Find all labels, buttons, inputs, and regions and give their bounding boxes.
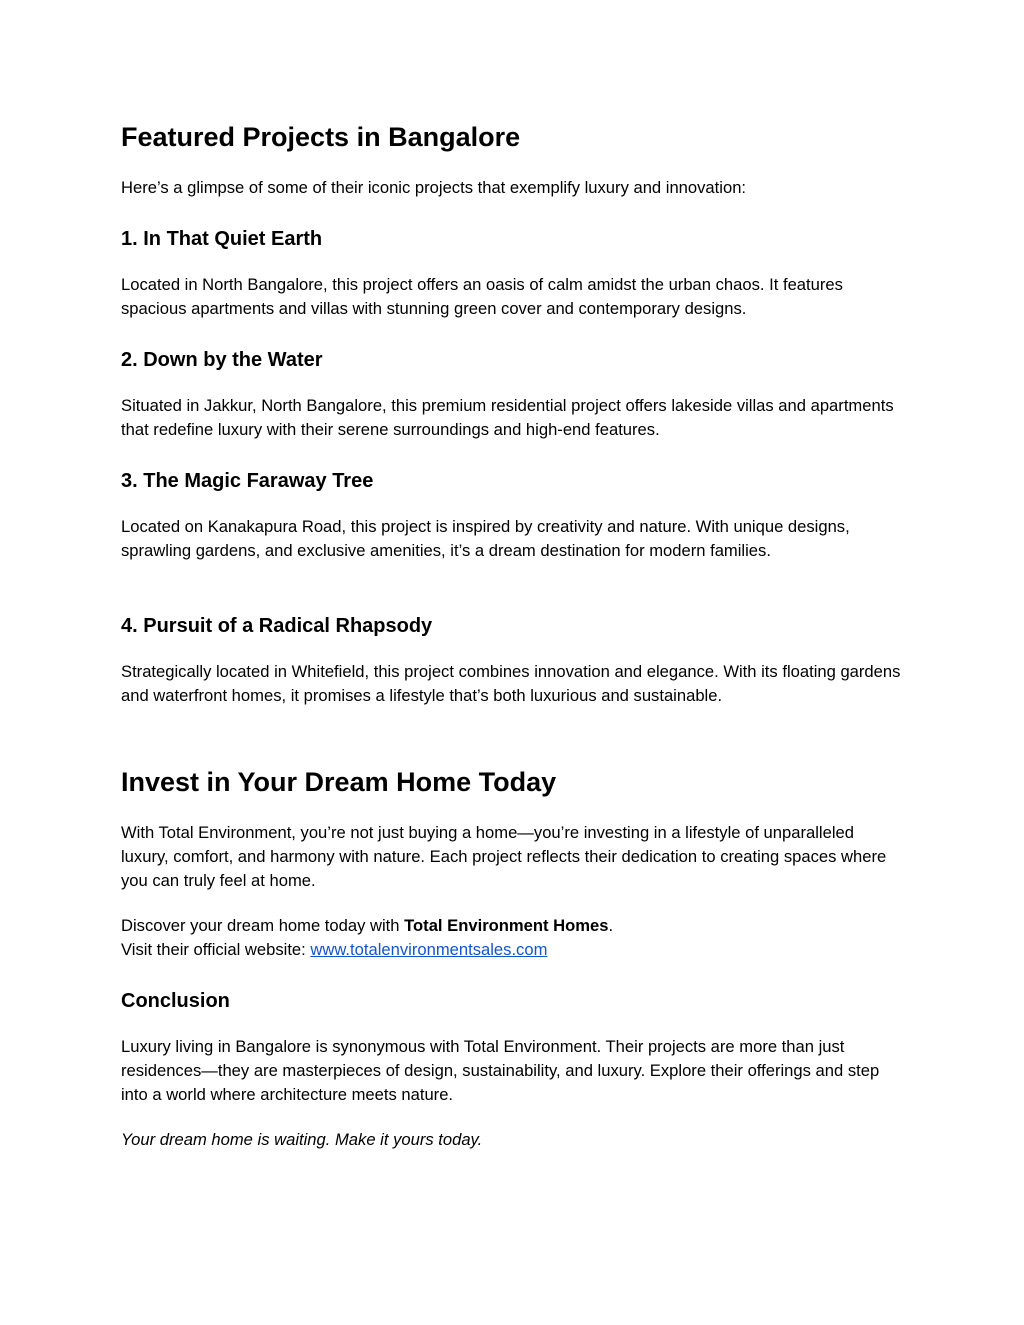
featured-intro: Here’s a glimpse of some of their iconic projects that exemplify luxury and innovation:	[121, 178, 747, 197]
project-3-description: Located on Kanakapura Road, this project is inspired by creativity and nature. With unique designs, sprawling gardens, and exclusive amenities, it’s a dream destination for modern families.	[121, 517, 850, 561]
invest-heading: Invest in Your Dream Home Today	[121, 767, 557, 797]
project-2-description: Situated in Jakkur, North Bangalore, this premium residential project offers lakeside villas and apartments that redefine luxury with their serene surroundings and high-end features.	[121, 396, 894, 440]
conclusion-heading: Conclusion	[121, 990, 230, 1012]
project-4-title: 4. Pursuit of a Radical Rhapsody	[121, 615, 433, 637]
project-1-title: 1. In That Quiet Earth	[121, 228, 323, 250]
visit-prefix: Visit their official website:	[121, 940, 311, 960]
closing-line: Your dream home is waiting. Make it yours today.	[121, 1130, 483, 1149]
project-1-description: Located in North Bangalore, this project offers an oasis of calm amidst the urban chaos. It features spacious apartments and villas with stunning green cover and contemporary designs.	[121, 275, 843, 319]
featured-projects-heading: Featured Projects in Bangalore	[121, 122, 521, 152]
brand-name: Total Environment Homes	[404, 916, 609, 935]
project-3-title: 3. The Magic Faraway Tree	[121, 470, 374, 492]
discover-prefix: Discover your dream home today with	[121, 916, 405, 935]
project-4-description: Strategically located in Whitefield, this project combines innovation and elegance. With its floating gardens and waterfront homes, it promises a lifestyle that’s both luxurious and sustainable.	[121, 662, 901, 706]
website-link[interactable]: www.totalenvironmentsales.com	[310, 940, 548, 960]
project-2-title: 2. Down by the Water	[121, 349, 323, 371]
conclusion-body: Luxury living in Bangalore is synonymous with Total Environment. Their projects are more than just residences—they are masterpieces of design, sustainability, and luxury. Explore their offerings and step into a world where architecture meets nature.	[121, 1037, 880, 1105]
discover-paragraph	[121, 914, 901, 962]
invest-body: With Total Environment, you’re not just buying a home—you’re investing in a lifestyle of unparalleled luxury, comfort, and harmony with nature. Each project reflects their dedication to creating spaces where you can truly feel at home.	[121, 823, 887, 891]
discover-suffix: .	[608, 916, 614, 935]
